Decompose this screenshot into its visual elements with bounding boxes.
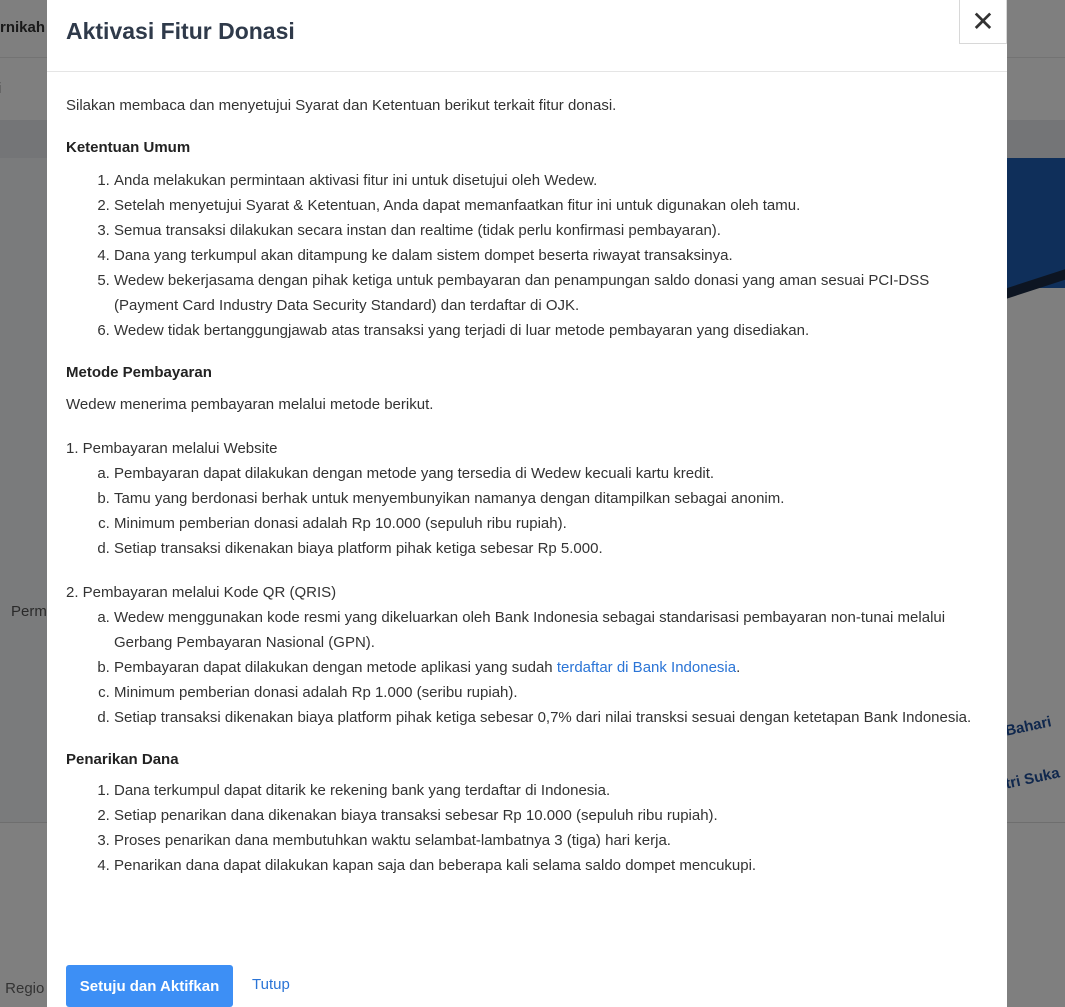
metode-intro: Wedew menerima pembayaran melalui metode berikut. xyxy=(66,396,434,413)
bank-indonesia-link[interactable]: terdaftar di Bank Indonesia xyxy=(556,659,737,676)
list-item: c. Minimum pemberian donasi adalah Rp 10.000 (sepuluh ribu rupiah). xyxy=(114,511,991,536)
agree-activate-button[interactable]: Setuju dan Aktifkan xyxy=(66,965,233,1007)
section-title-metode-pembayaran: Metode Pembayaran xyxy=(66,364,212,381)
list-item: c. Minimum pemberian donasi adalah Rp 1.000 (seribu rupiah). xyxy=(114,680,991,705)
modal-body xyxy=(66,72,991,878)
penarikan-dana-list xyxy=(66,778,991,878)
qris-item-b-suffix: . xyxy=(736,659,741,676)
website-method-list xyxy=(66,461,991,561)
list-item: 3. Semua transaksi dilakukan secara instan dan realtime (tidak perlu konfirmasi pembayaran). xyxy=(114,218,991,243)
qris-item-b-text: Pembayaran dapat dilakukan dengan metode aplikasi yang sudah xyxy=(114,659,557,676)
ketentuan-umum-list xyxy=(66,168,991,343)
close-link[interactable]: Tutup xyxy=(252,976,290,993)
list-item: a. Wedew menggunakan kode resmi yang dikeluarkan oleh Bank Indonesia sebagai standarisasi pembayaran non-tunai melalui Gerbang Pembayaran Nasional (GPN). xyxy=(114,605,991,655)
list-item: d. Setiap transaksi dikenakan biaya platform pihak ketiga sebesar Rp 5.000. xyxy=(114,536,991,561)
list-item: 1. Anda melakukan permintaan aktivasi fitur ini untuk disetujui oleh Wedew. xyxy=(114,168,991,193)
modal-title: Aktivasi Fitur Donasi xyxy=(66,18,295,44)
close-button[interactable] xyxy=(959,0,1007,44)
donation-activation-modal xyxy=(47,0,1007,1007)
method-qris-title: 2. Pembayaran melalui Kode QR (QRIS) xyxy=(66,584,337,601)
list-item: 2. Setelah menyetujui Syarat & Ketentuan, Anda dapat memanfaatkan fitur ini untuk digunakan oleh tamu. xyxy=(114,193,991,218)
list-item: a. Pembayaran dapat dilakukan dengan metode yang tersedia di Wedew kecuali kartu kredit. xyxy=(114,461,991,486)
terms-intro: Silakan membaca dan menyetujui Syarat dan Ketentuan berikut terkait fitur donasi. xyxy=(66,97,617,114)
qris-method-list xyxy=(66,605,991,730)
method-website-title: 1. Pembayaran melalui Website xyxy=(66,440,278,457)
list-item: 4. Penarikan dana dapat dilakukan kapan saja dan beberapa kali selama saldo dompet mencukupi. xyxy=(114,853,991,878)
section-title-ketentuan-umum: Ketentuan Umum xyxy=(66,139,191,156)
section-title-penarikan-dana: Penarikan Dana xyxy=(66,751,179,768)
list-item: 6. Wedew tidak bertanggungjawab atas transaksi yang terjadi di luar metode pembayaran yang disediakan. xyxy=(114,318,991,343)
list-item: 3. Proses penarikan dana membutuhkan waktu selambat-lambatnya 3 (tiga) hari kerja. xyxy=(114,828,991,853)
close-icon: ✕ xyxy=(971,5,995,37)
modal-header xyxy=(47,0,1007,72)
list-item: 5. Wedew bekerjasama dengan pihak ketiga untuk pembayaran dan penampungan saldo donasi yang aman sesuai PCI-DSS (Payment Card Industry Data Security Standard) dan terdaftar di OJK. xyxy=(114,268,991,318)
list-item: 4. Dana yang terkumpul akan ditampung ke dalam sistem dompet beserta riwayat transaksinya. xyxy=(114,243,991,268)
list-item xyxy=(114,655,991,680)
list-item: b. Tamu yang berdonasi berhak untuk menyembunyikan namanya dengan ditampilkan sebagai anonim. xyxy=(114,486,991,511)
list-item: 2. Setiap penarikan dana dikenakan biaya transaksi sebesar Rp 10.000 (sepuluh ribu rupiah). xyxy=(114,803,991,828)
list-item: d. Setiap transaksi dikenakan biaya platform pihak ketiga sebesar 0,7% dari nilai transksi sesuai dengan ketetapan Bank Indonesia. xyxy=(114,705,991,730)
list-item: 1. Dana terkumpul dapat ditarik ke rekening bank yang terdaftar di Indonesia. xyxy=(114,778,991,803)
